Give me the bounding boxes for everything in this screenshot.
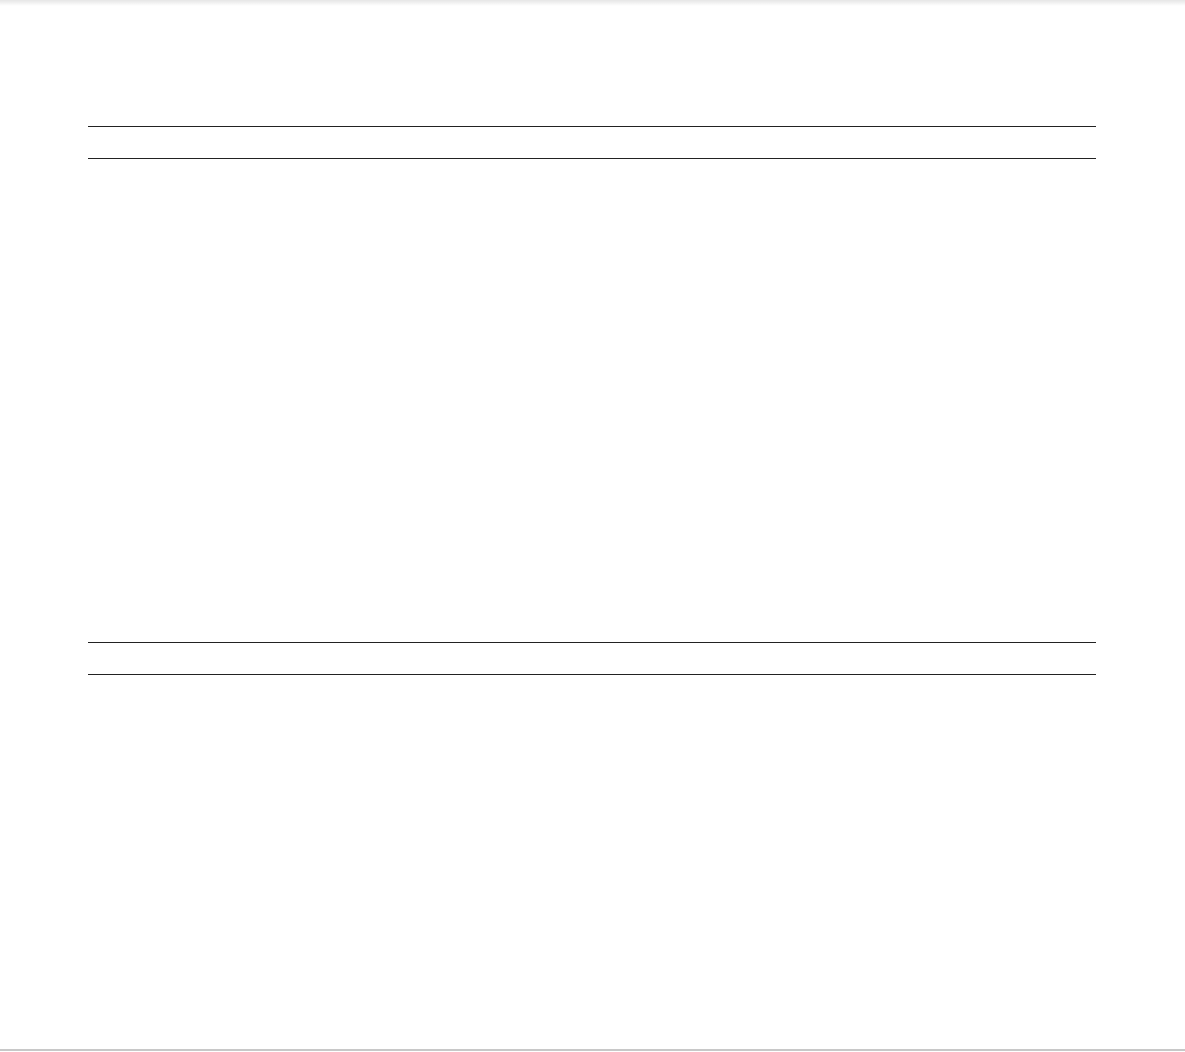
col-header-std-deviation [651, 127, 795, 159]
col-header-p-value [986, 643, 1057, 675]
col-header-f [921, 643, 986, 675]
descriptive-statistics-table [88, 126, 1096, 159]
col-header-source-of-variance [88, 643, 522, 675]
col-header-maximum [904, 127, 1016, 159]
col-header-variable [88, 127, 247, 159]
col-header-range [1016, 127, 1096, 159]
ancova-results-table [88, 642, 1096, 675]
col-header-minimum [795, 127, 904, 159]
col-header-mean [577, 127, 651, 159]
table2-header-row [88, 643, 1096, 675]
window-top-shadow [0, 0, 1185, 6]
col-header-eta-squared [1057, 643, 1096, 675]
table1-header-row [88, 127, 1096, 159]
col-header-sum-of-squares [649, 643, 773, 675]
col-header-group [337, 127, 530, 159]
col-header-time [247, 127, 337, 159]
col-header-mean-square [812, 643, 921, 675]
col-header-df [773, 643, 812, 675]
col-header-variable [522, 643, 649, 675]
window-bottom-border [0, 1049, 1185, 1051]
col-header-n [530, 127, 577, 159]
